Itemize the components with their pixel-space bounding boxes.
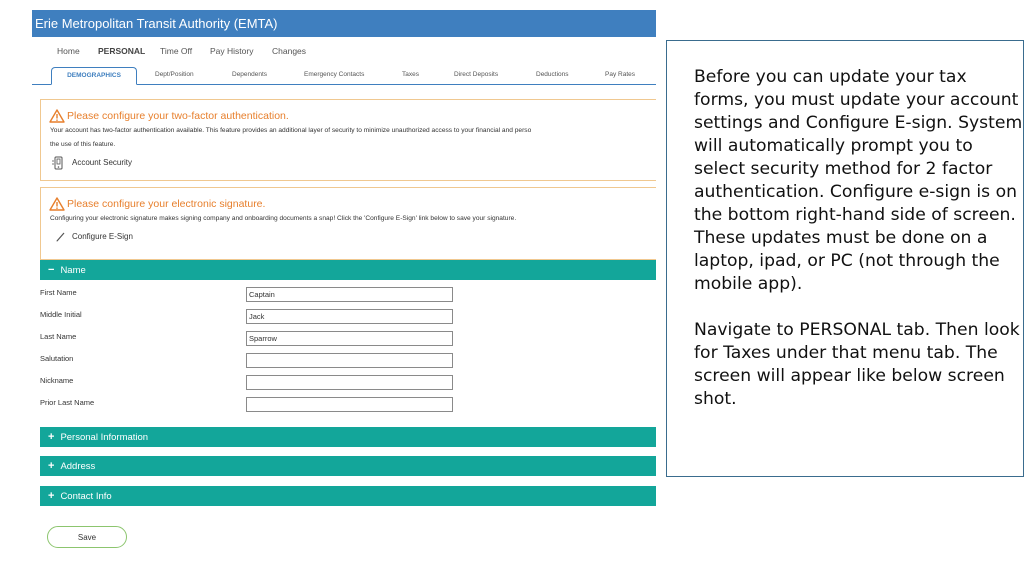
- expand-icon: +: [48, 490, 55, 502]
- nav-pay-history[interactable]: Pay History: [210, 46, 254, 56]
- two-factor-alert-text: Your account has two-factor authentication available. This feature provides an additional layer of security to minimize unauthorized access to your financial and perso: [50, 127, 532, 134]
- tab-deductions[interactable]: Deductions: [536, 71, 569, 78]
- middle-initial-input[interactable]: [246, 309, 453, 324]
- tab-pay-rates[interactable]: Pay Rates: [605, 71, 635, 78]
- salutation-input[interactable]: [246, 353, 453, 368]
- tab-emergency-contacts[interactable]: Emergency Contacts: [304, 71, 365, 78]
- account-security-icon: [52, 156, 66, 170]
- two-factor-alert-title: Please configure your two-factor authentication.: [67, 110, 289, 122]
- top-navigation: [32, 38, 656, 68]
- app-screenshot-panel: [32, 10, 656, 555]
- tab-dependents[interactable]: Dependents: [232, 71, 268, 78]
- contact-info-section-header[interactable]: [40, 486, 656, 506]
- nav-home[interactable]: Home: [57, 46, 80, 56]
- address-section-header[interactable]: [40, 456, 656, 476]
- tab-demographics[interactable]: DEMOGRAPHICS: [51, 67, 137, 85]
- esign-alert-title: Please configure your electronic signature.: [67, 198, 266, 210]
- pen-icon: [55, 231, 67, 243]
- contact-info-section-title: Contact Info: [60, 491, 112, 502]
- account-security-link[interactable]: Account Security: [72, 158, 133, 167]
- name-section-title: Name: [60, 265, 86, 276]
- nickname-label: Nickname: [40, 376, 74, 385]
- middle-initial-label: Middle Initial: [40, 310, 82, 319]
- esign-alert: [40, 187, 656, 260]
- last-name-label: Last Name: [40, 332, 77, 341]
- expand-icon: +: [48, 431, 55, 443]
- save-button[interactable]: Save: [47, 526, 127, 548]
- nickname-input[interactable]: [246, 375, 453, 390]
- prior-last-name-input[interactable]: [246, 397, 453, 412]
- instruction-paragraph-1: Before you can update your tax forms, you must update your account settings and Configure E-sign. System will automatically prompt you to select security method for 2 factor authentication. Configure e-sign is on the bottom right-hand side of screen. These updates must be done on a laptop, ipad, or PC (not through the mobile app).: [694, 67, 1023, 294]
- address-section-title: Address: [60, 461, 96, 472]
- nav-time-off[interactable]: Time Off: [160, 46, 193, 56]
- app-title-bar: Erie Metropolitan Transit Authority (EMTA): [32, 10, 656, 37]
- personal-information-section-title: Personal Information: [60, 432, 149, 443]
- last-name-input[interactable]: [246, 331, 453, 346]
- collapse-icon: −: [48, 264, 55, 276]
- warning-icon: [49, 109, 65, 123]
- first-name-input[interactable]: [246, 287, 453, 302]
- tab-taxes[interactable]: Taxes: [402, 71, 419, 78]
- expand-icon: +: [48, 460, 55, 472]
- personal-information-section-header[interactable]: [40, 427, 656, 447]
- tab-dept-position[interactable]: Dept/Position: [155, 71, 194, 78]
- salutation-label: Salutation: [40, 354, 74, 363]
- nav-changes[interactable]: Changes: [272, 46, 307, 56]
- prior-last-name-label: Prior Last Name: [40, 398, 95, 407]
- warning-icon: [49, 197, 65, 211]
- nav-personal[interactable]: PERSONAL: [98, 46, 146, 56]
- two-factor-alert-text-2: the use of this feature.: [50, 141, 116, 148]
- two-factor-alert: [40, 99, 656, 181]
- first-name-label: First Name: [40, 288, 77, 297]
- instruction-text: [694, 66, 1024, 411]
- tab-direct-deposits[interactable]: Direct Deposits: [454, 71, 499, 78]
- configure-esign-link[interactable]: Configure E-Sign: [72, 232, 133, 241]
- name-section-header[interactable]: [40, 260, 656, 280]
- instruction-paragraph-2: Navigate to PERSONAL tab. Then look for Taxes under that menu tab. The screen will appear like below screen shot.: [694, 320, 1020, 409]
- esign-alert-text: Configuring your electronic signature makes signing company and onboarding documents a snap! Click the 'Configure E-Sign' link below to save your signature.: [50, 215, 517, 222]
- instruction-box: [666, 40, 1024, 477]
